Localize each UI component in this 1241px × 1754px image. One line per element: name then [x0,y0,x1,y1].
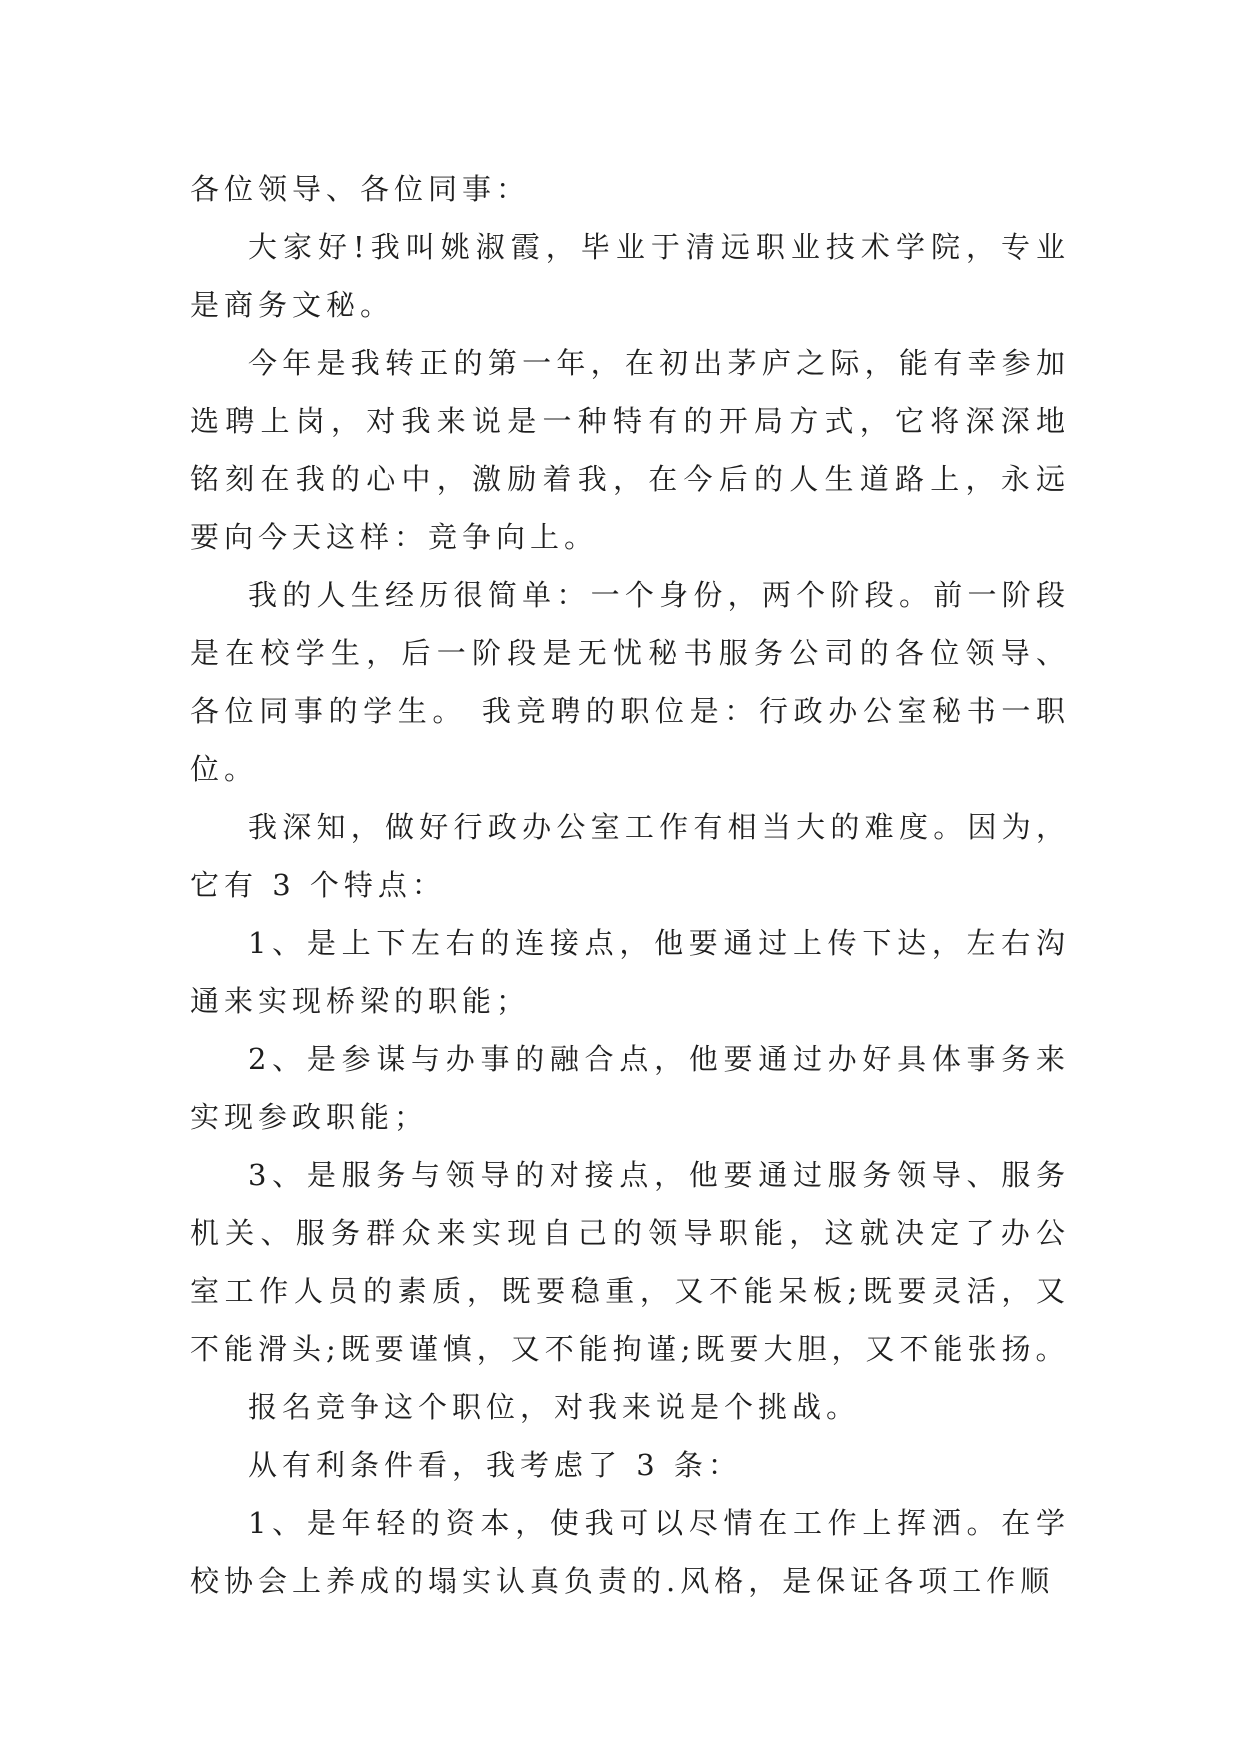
paragraph-difficulty: 我深知，做好行政办公室工作有相当大的难度。因为，它有 3 个特点： [190,810,1070,902]
paragraph-point-2: 2、是参谋与办事的融合点，他要通过办好具体事务来实现参政职能； [190,1042,1070,1134]
paragraph-intro: 大家好!我叫姚淑霞，毕业于清远职业技术学院，专业是商务文秘。 [190,230,1070,322]
document-body [190,160,1070,1610]
paragraph-point-3: 3、是服务与领导的对接点，他要通过服务领导、服务机关、服务群众来实现自己的领导职能，这就决定了办公室工作人员的素质，既要稳重，又不能呆板;既要灵活，又不能滑头;既要谨慎，又不能拘谨;既要大胆，又不能张扬。 [190,1158,1070,1366]
paragraph-point-1: 1、是上下左右的连接点，他要通过上传下达，左右沟通来实现桥梁的职能； [190,926,1070,1018]
paragraph-advantage-1: 1、是年轻的资本，使我可以尽情在工作上挥洒。在学校协会上养成的塌实认真负责的.风格，是保证各项工作顺 [190,1506,1070,1598]
paragraph-challenge: 报名竞争这个职位，对我来说是个挑战。 [248,1390,861,1424]
paragraph-first-year: 今年是我转正的第一年，在初出茅庐之际，能有幸参加选聘上岗，对我来说是一种特有的开局方式，它将深深地铭刻在我的心中，激励着我，在今后的人生道路上，永远要向今天这样：竞争向上。 [190,346,1070,554]
salutation: 各位领导、各位同事： [190,172,531,206]
paragraph-advantages: 从有利条件看，我考虑了 3 条： [248,1448,742,1482]
paragraph-experience: 我的人生经历很简单：一个身份，两个阶段。前一阶段是在校学生，后一阶段是无忧秘书服务公司的各位领导、各位同事的学生。 我竞聘的职位是：行政办公室秘书一职位。 [190,578,1070,786]
